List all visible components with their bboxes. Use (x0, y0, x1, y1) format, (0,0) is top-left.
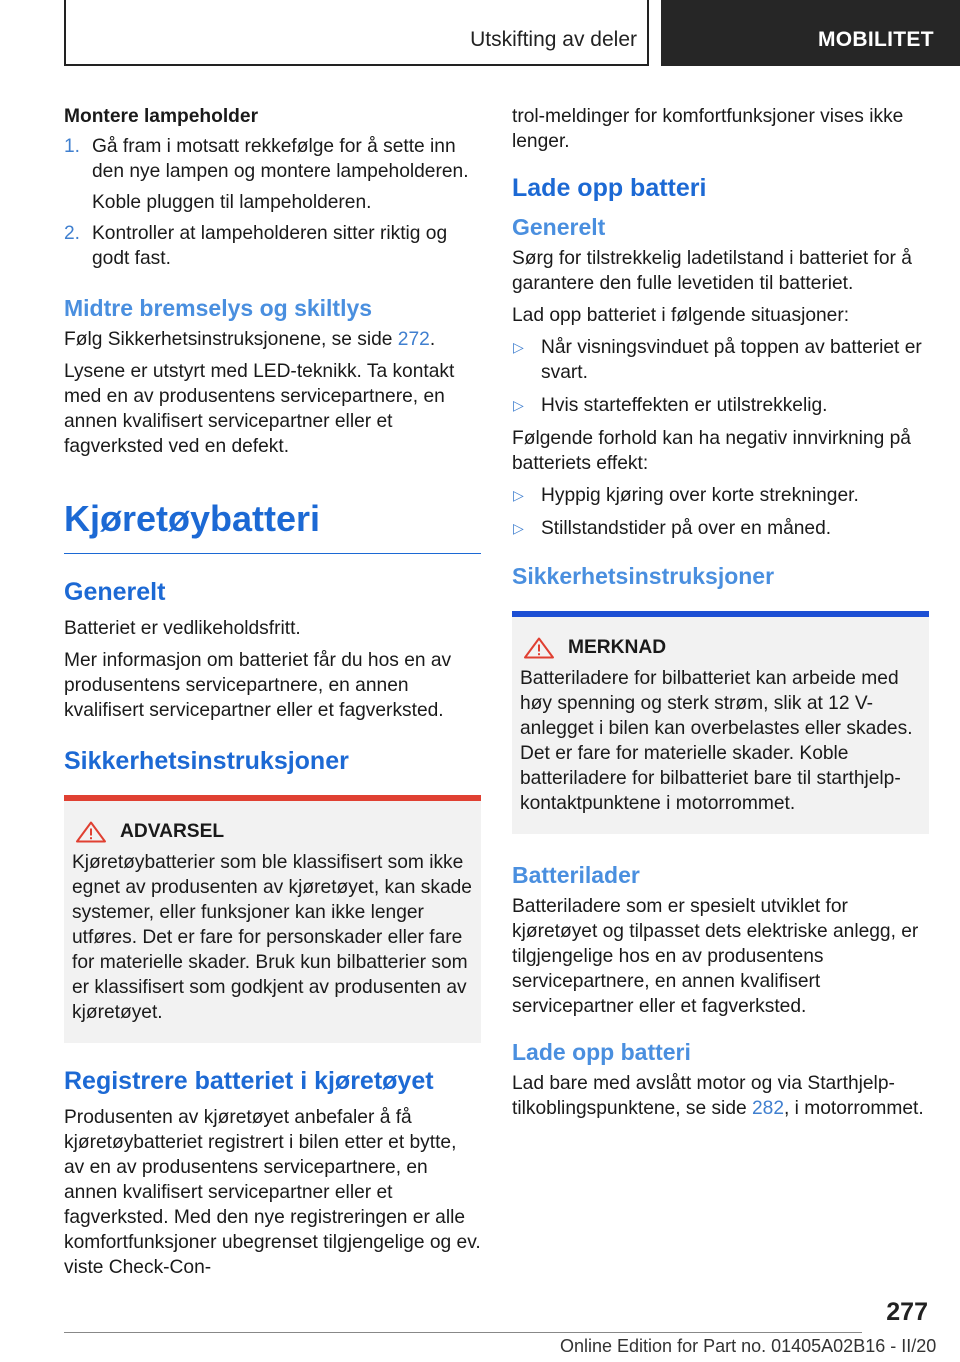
brake-heading: Midtre bremselys og skiltlys (64, 295, 373, 321)
charge2-text: Lad bare med avslått motor og via Starthjelp-tilkoblingspunktene, se side (512, 1073, 895, 1119)
brake-p1-end: . (429, 329, 436, 350)
list-item-text: Hyppig kjøring over korte strekninger. (541, 485, 859, 506)
notice-title (520, 635, 921, 660)
step-number: 2. (64, 223, 81, 244)
triangle-right-icon: ▷ (513, 520, 524, 536)
header-bottom-rule (64, 64, 649, 66)
warning-box (64, 795, 481, 1043)
right-column (512, 104, 929, 1128)
step-number: 1. (64, 136, 81, 157)
warning-triangle-icon (74, 821, 108, 843)
list-item-text: Når visningsvinduet på toppen av batteriet er svart. (541, 337, 922, 383)
triangle-right-icon: ▷ (513, 487, 524, 503)
step-item (64, 221, 481, 271)
brake-p1-text: Følg Sikkerhetsinstruksjonene, se side (64, 329, 398, 350)
charge-general-heading: Generelt (512, 214, 606, 240)
general-paragraph-1: Batteriet er vedlikeholdsfritt. (64, 618, 301, 639)
list-item (512, 483, 929, 508)
list-item (512, 393, 929, 418)
left-column (64, 104, 481, 1287)
header-left-rule (64, 0, 66, 66)
page-link-282[interactable]: 282 (752, 1098, 785, 1119)
step-text: Gå fram i motsatt rekkefølge for å sette inn den nye lampen og montere lampeholderen. (92, 136, 469, 182)
mount-title: Montere lampeholder (64, 106, 259, 127)
notice-text: Batteriladere for bilbatteriet kan arbeide med høy spenning og sterk strøm, slik at 12 V-anlegget i bilen kan overbelastes eller skades. Det er fare for materielle skader. Koble batteriladere for bilbatteriet bare til starthjelp-kontaktpunktene i motorrommet. (520, 668, 913, 814)
charge2-end: , i motorrommet. (784, 1098, 924, 1119)
list-item-text: Stillstandstider på over en måned. (541, 518, 832, 539)
notice-title-text: MERKNAD (568, 637, 667, 658)
chapter-tab: MOBILITET (661, 0, 960, 66)
general-heading: Generelt (64, 578, 166, 606)
general-paragraph-2: Mer informasjon om batteriet får du hos en av produsentens servicepartnere, en annen kvalifisert servicepartner eller et fagverksted. (64, 650, 452, 721)
page-header (0, 0, 960, 66)
list-item (512, 516, 929, 541)
footer-rule (64, 1332, 862, 1333)
register-heading: Registrere batteriet i kjøretøyet (64, 1067, 434, 1095)
triangle-right-icon: ▷ (513, 339, 524, 355)
charger-paragraph: Batteriladere som er spesielt utviklet for kjøretøyet og tilpasset dets elektriske anlegg, er tilgjengelige hos en av produsentens servicepartnere, en annen kvalifisert servicepartner eller et fagverksted. (512, 896, 919, 1017)
charger-heading: Batterilader (512, 862, 640, 888)
page-number: 277 (886, 1298, 928, 1326)
right-safety-heading: Sikkerhetsinstruksjoner (512, 563, 775, 589)
register-paragraph: Produsenten av kjøretøyet anbefaler å få kjøretøybatteriet registrert i bilen etter et bytte, av en av produsentens servicepartnere, en annen kvalifisert servicepartner eller et fagverksted. Med den nye registreringen er alle komfortfunksjoner ubegrenset tilgjengelige og ev. viste Check-Con- (64, 1107, 481, 1278)
step-extra-text: Koble pluggen til lampeholderen. (92, 192, 372, 213)
warning-title-text: ADVARSEL (120, 821, 225, 842)
charge2-paragraph (512, 1071, 929, 1121)
list-item-text: Hvis starteffekten er utilstrekkelig. (541, 395, 828, 416)
section-title: Utskifting av deler (470, 28, 637, 51)
step-text: Kontroller at lampeholderen sitter riktig og godt fast. (92, 223, 448, 269)
negative-intro: Følgende forhold kan ha negativ innvirkning på batteriets effekt: (512, 428, 911, 474)
footer-edition: Online Edition for Part no. 01405A02B16 - II/20 (560, 1336, 937, 1356)
charge2-heading: Lade opp batteri (512, 1039, 691, 1065)
continued-paragraph: trol-meldinger for komfortfunksjoner vises ikke lenger. (512, 106, 904, 152)
triangle-right-icon: ▷ (513, 397, 524, 413)
situations-list (512, 335, 929, 418)
list-item (512, 335, 929, 385)
mount-steps (64, 134, 481, 271)
charge-general-paragraph-1: Sørg for tilstrekkelig ladetilstand i batteriet for å garantere den fulle levetiden til batteriet. (512, 248, 912, 294)
step-item (64, 134, 481, 184)
warning-text: Kjøretøybatterier som ble klassifisert som ikke egnet av produsenten av kjøretøyet, kan skade systemer, eller funksjoner kan ikke lenger utføres. Det er fare for personskader eller fare for materielle skader. Bruk kun bilbatterier som er klassifisert som godkjent av produsenten av kjøretøyet. (72, 852, 472, 1023)
safety-heading: Sikkerhetsinstruksjoner (64, 747, 349, 775)
chapter-heading: Kjøretøybatteri (64, 497, 481, 554)
charge-general-paragraph-2: Lad opp batteriet i følgende situasjoner: (512, 305, 850, 326)
warning-title (72, 819, 473, 844)
notice-box (512, 611, 929, 834)
charge-heading: Lade opp batteri (512, 174, 707, 202)
warning-triangle-icon (522, 637, 556, 659)
header-mid-rule (647, 0, 649, 66)
brake-paragraph-2: Lysene er utstyrt med LED-teknikk. Ta kontakt med en av produsentens servicepartnere, en annen kvalifisert servicepartner eller et fagverksted ved en defekt. (64, 361, 455, 457)
brake-paragraph-1 (64, 327, 481, 352)
negatives-list (512, 483, 929, 541)
page-link-272[interactable]: 272 (397, 329, 430, 350)
